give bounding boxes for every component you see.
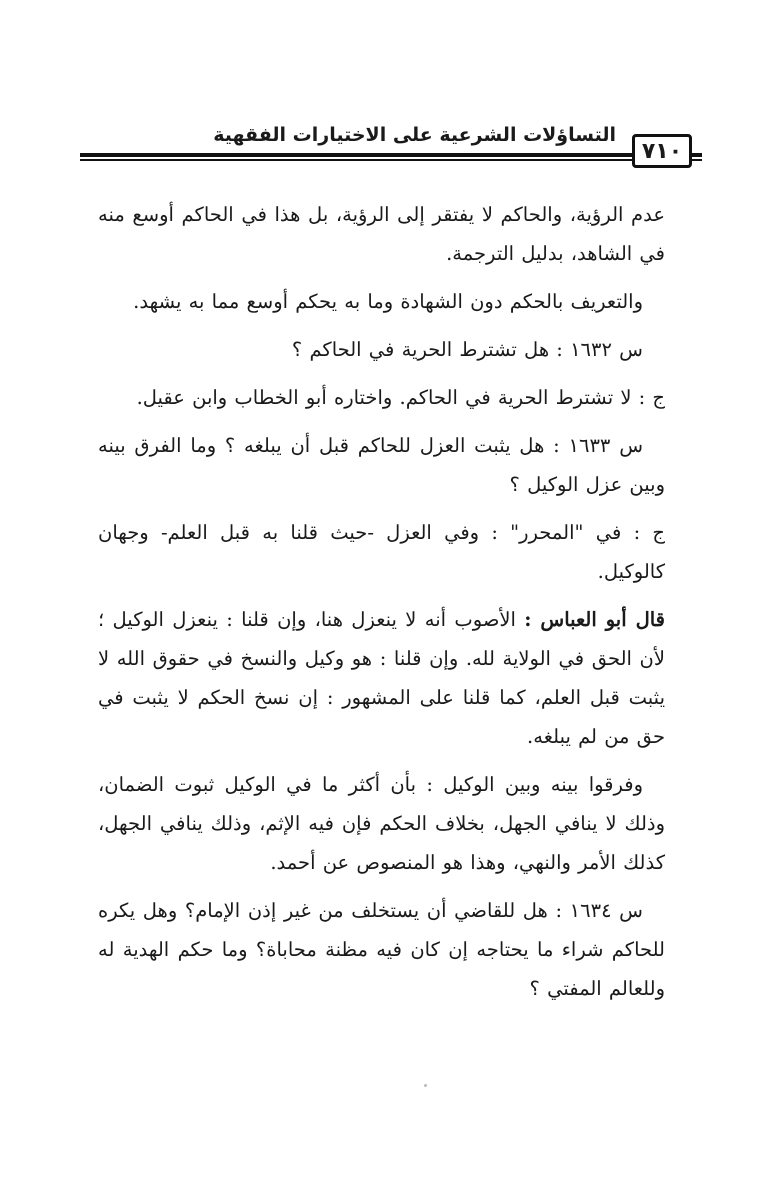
paragraph-distinction: وفرقوا بينه وبين الوكيل : بأن أكثر ما في الوكيل ثبوت الضمان، وذلك لا ينافي الجهل، بخلاف الحكم فإن فيه الإثم، وذلك ينافي الجهل، كذلك الأمر والنهي، وهذا هو المنصوص عن أحمد.	[98, 773, 665, 874]
answer-1632: ج : لا تشترط الحرية في الحاكم. واختاره أبو الخطاب وابن عقيل.	[136, 386, 665, 409]
running-title: التساؤلات الشرعية على الاختيارات الفقهية	[213, 124, 616, 146]
quote-abu-alabbas	[98, 600, 665, 756]
quote-speaker: قال أبو العباس :	[524, 608, 665, 631]
page-number-badge: ٧١٠	[632, 134, 692, 168]
quote-text: الأصوب أنه لا ينعزل هنا، وإن قلنا : ينعزل الوكيل ؛ لأن الحق في الولاية لله. وإن قلنا : هو وكيل والنسخ في حقوق الله لا يثبت قبل العلم، كما قلنا على المشهور : إن نسخ الحكم لا يثبت في حق من لم يبلغه.	[98, 608, 665, 748]
paragraph-definition: والتعريف بالحكم دون الشهادة وما به يحكم أوسع مما به يشهد.	[133, 290, 643, 313]
header-rule-thin	[80, 159, 702, 161]
question-1632: س ١٦٣٢ : هل تشترط الحرية في الحاكم ؟	[291, 338, 643, 361]
paragraph-continuation: عدم الرؤية، والحاكم لا يفتقر إلى الرؤية، بل هذا في الحاكم أوسع منه في الشاهد، بدليل الترجمة.	[98, 203, 665, 265]
scan-speck	[424, 1084, 427, 1087]
page-header	[80, 122, 702, 182]
question-1634: س ١٦٣٤ : هل للقاضي أن يستخلف من غير إذن الإمام؟ وهل يكره للحاكم شراء ما يحتاجه إن كان فيه مظنة محاباة؟ وما حكم الهدية له وللعالم المفتي ؟	[98, 899, 665, 1000]
header-rule-thick	[80, 153, 702, 157]
answer-1633: ج : في "المحرر" : وفي العزل -حيث قلنا به قبل العلم- وجهان كالوكيل.	[98, 521, 665, 583]
page-body	[98, 195, 665, 1017]
question-1633: س ١٦٣٣ : هل يثبت العزل للحاكم قبل أن يبلغه ؟ وما الفرق بينه وبين عزل الوكيل ؟	[98, 434, 665, 496]
